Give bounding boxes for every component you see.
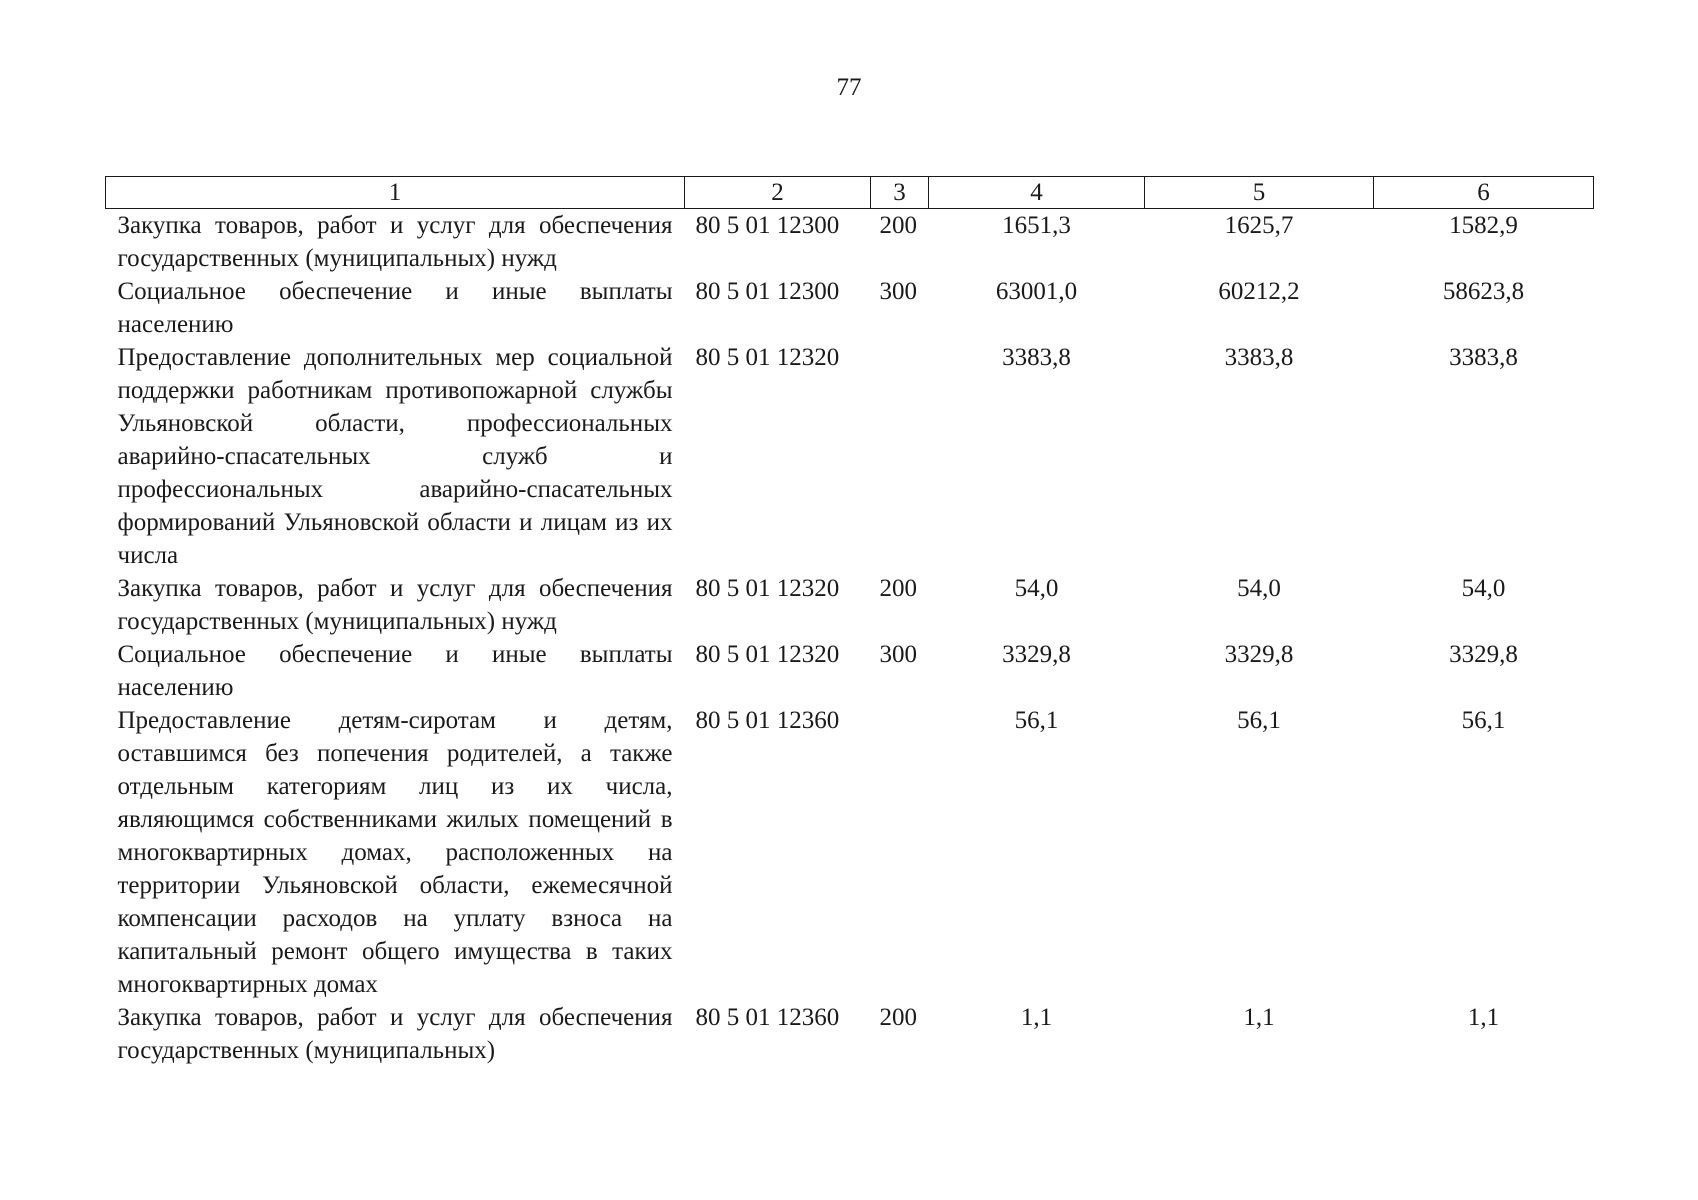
row-code: 80 5 01 12300	[695, 212, 840, 239]
row-expense-type: 300	[879, 641, 917, 668]
row-code: 80 5 01 12300	[695, 278, 840, 305]
row-expense-type	[871, 341, 929, 572]
row-value-col6: 3329,8	[1449, 641, 1518, 668]
row-value-col4: 3329,8	[1002, 641, 1071, 668]
row-value-col6: 1,1	[1467, 1004, 1500, 1031]
row-value-col5: 1625,7	[1224, 212, 1294, 239]
row-name: Предоставление дополнительных мер социальной поддержки работникам противопожарной службы Ульяновской области, профессиональных аварийно-спасательных служб и профессиональных аварийно-спасательных формирований Ульяновской области и лицам из их числа	[117, 344, 673, 569]
row-expense-type: 200	[879, 212, 917, 239]
row-value-col4: 63001,0	[995, 278, 1078, 305]
row-value-col4: 3383,8	[1002, 344, 1071, 371]
column-header-3: 3	[871, 177, 929, 209]
table-row	[106, 275, 1594, 341]
page-number: 77	[836, 74, 862, 101]
row-value-col5: 1,1	[1243, 1004, 1275, 1031]
row-code: 80 5 01 12360	[695, 1004, 840, 1031]
header-row	[106, 177, 1594, 209]
row-code: 80 5 01 12320	[695, 641, 840, 668]
row-value-col5: 56,1	[1237, 707, 1281, 734]
row-expense-type	[871, 704, 929, 1001]
row-value-col6: 1582,9	[1449, 212, 1518, 239]
table-row	[106, 341, 1594, 572]
row-value-col4: 56,1	[1014, 707, 1059, 734]
row-value-col5: 54,0	[1237, 575, 1281, 602]
row-value-col5: 3383,8	[1224, 344, 1294, 371]
column-header-1: 1	[106, 177, 685, 209]
table-row	[106, 1001, 1594, 1067]
row-name: Предоставление детям-сиротам и детям, оставшимся без попечения родителей, а также отдельным категориям лиц из их числа, являющимся собственниками жилых помещений в многоквартирных домах, расположенных на территории Ульяновской области, ежемесячной компенсации расходов на уплату взноса на капитальный ремонт общего имущества в таких многоквартирных домах	[117, 707, 673, 998]
row-value-col4: 54,0	[1014, 575, 1059, 602]
row-name: Закупка товаров, работ и услуг для обеспечения государственных (муниципальных)	[117, 1004, 673, 1064]
column-header-6: 6	[1374, 177, 1594, 209]
row-expense-type: 300	[879, 278, 917, 305]
row-value-col6: 54,0	[1461, 575, 1506, 602]
row-code: 80 5 01 12320	[695, 575, 840, 602]
row-value-col5: 60212,2	[1218, 278, 1300, 305]
column-header-2: 2	[685, 177, 871, 209]
budget-table	[105, 176, 1594, 1067]
row-value-col5: 3329,8	[1224, 641, 1294, 668]
row-expense-type: 200	[879, 1004, 917, 1031]
table-header	[106, 177, 1594, 209]
row-name: Социальное обеспечение и иные выплаты населению	[117, 278, 673, 338]
column-header-5: 5	[1145, 177, 1374, 209]
row-value-col4: 1,1	[1020, 1004, 1053, 1031]
row-name: Закупка товаров, работ и услуг для обеспечения государственных (муниципальных) нужд	[117, 212, 673, 272]
row-name: Закупка товаров, работ и услуг для обеспечения государственных (муниципальных) нужд	[117, 575, 673, 635]
row-value-col4: 1651,3	[1002, 212, 1071, 239]
row-value-col6: 3383,8	[1449, 344, 1518, 371]
table-row	[106, 572, 1594, 638]
row-value-col6: 56,1	[1461, 707, 1506, 734]
row-code: 80 5 01 12360	[695, 707, 840, 734]
row-name: Социальное обеспечение и иные выплаты населению	[117, 641, 673, 701]
table-row	[106, 704, 1594, 1001]
row-expense-type: 200	[879, 575, 917, 602]
row-code: 80 5 01 12320	[695, 344, 840, 371]
table-row	[106, 209, 1594, 276]
row-value-col6: 58623,8	[1442, 278, 1525, 305]
table-body	[106, 209, 1594, 1068]
table-row	[106, 638, 1594, 704]
column-header-4: 4	[929, 177, 1145, 209]
